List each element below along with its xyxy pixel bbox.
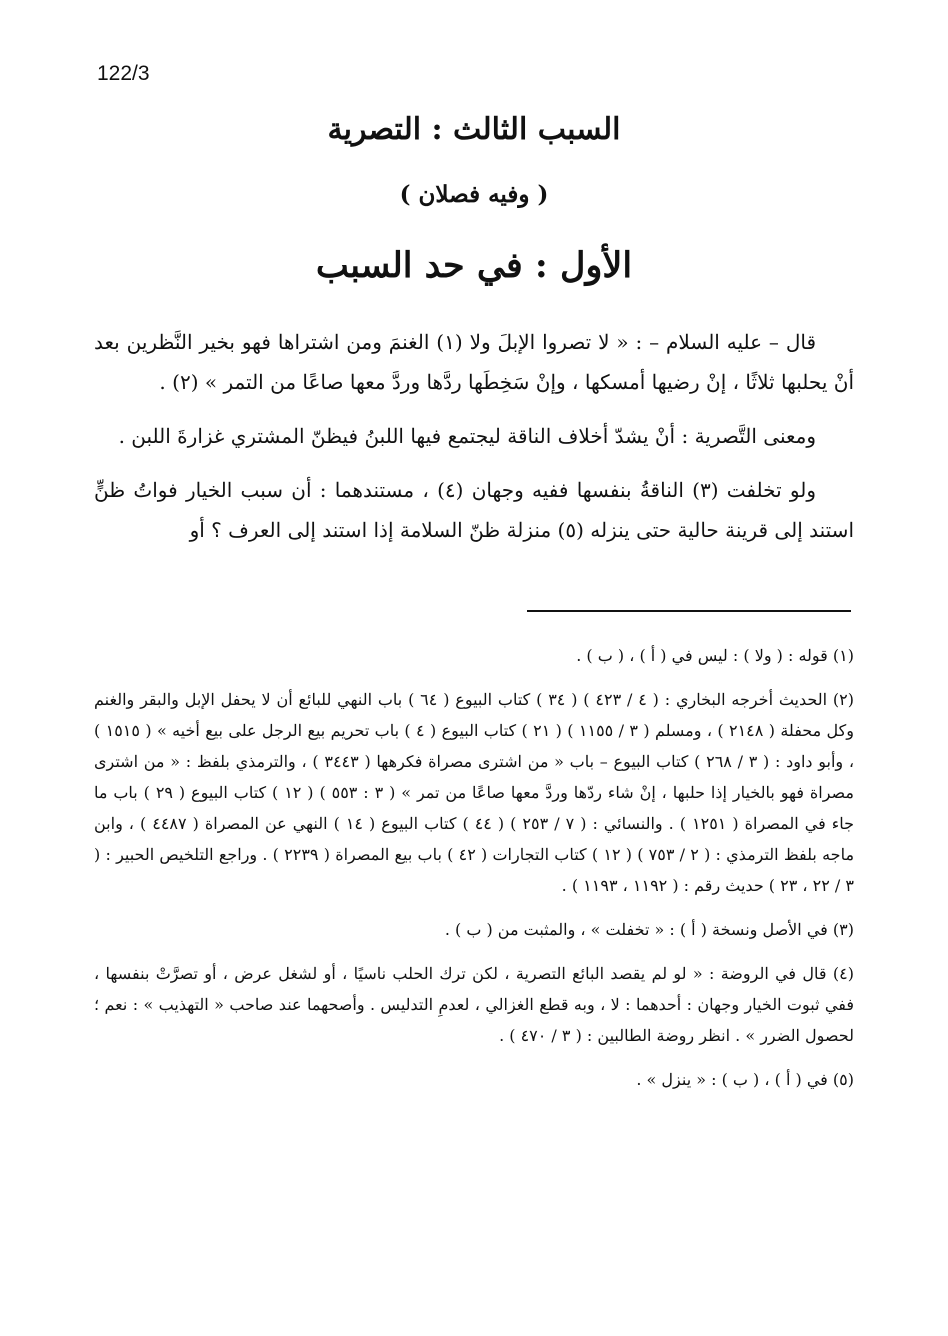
footnote-5 [94, 1064, 854, 1095]
main-text [94, 322, 854, 564]
paragraph-discussion: ولو تخلفت (٣) الناقةُ بنفسها ففيه وجهان (٤) ، مستندهما : أن سبب الخيار فواتُ ظنٍّ استند إلى قرينة حالية حتى ينزله (٥) منزلة ظنّ السلامة إذا استند إلى العرف ؟ أو [94, 478, 854, 542]
footnote-text: في الأصل ونسخة ( أ ) : « تخفلت » ، والمثبت من ( ب ) . [444, 920, 828, 939]
footnotes [94, 640, 854, 1108]
footnote-number: (١) [832, 646, 854, 665]
footnote-number: (٤) [832, 964, 854, 983]
footnote-number: (٣) [832, 920, 854, 939]
paragraph-definition: ومعنى التَّصرية : أنْ يشدّ أخلاف الناقة ليجتمع فيها اللبنُ فيظنّ المشتري غزارةَ اللبن . [118, 424, 816, 448]
section-title: الأول : في حد السبب [315, 245, 633, 286]
footnote-text: في ( أ ) ، ( ب ) : « ينزل » . [636, 1070, 828, 1089]
page-number: 122/3 [97, 62, 150, 85]
chapter-title: السبب الثالث : التصرية [327, 112, 621, 147]
paragraph-hadith: قال – عليه السلام – : « لا تصروا الإبلَ ولا (١) الغنمَ ومن اشتراها فهو بخير النَّظرين بعد أنْ يحلبها ثلاثًا ، إنْ رضيها أمسكها ، وإنْ سَخِطَها ردَّها وردَّ معها صاعًا من التمر » (٢) . [94, 330, 854, 394]
footnote-number: (٢) [832, 690, 854, 709]
footnote-3 [94, 914, 854, 945]
footnote-text: قوله : ( ولا ) : ليس في ( أ ) ، ( ب ) . [576, 646, 828, 665]
footnote-text: الحديث أخرجه البخاري : ( ٤ / ٤٢٣ ) ( ٣٤ ) كتاب البيوع ( ٦٤ ) باب النهي للبائع أن لا يحفل الإبل والبقر والغنم وكل محفلة ( ٢١٤٨ ) ، ومسلم ( ٣ / ١١٥٥ ) ( ٢١ ) كتاب البيوع ( ٤ ) باب تحريم بيع الرجل على بيع أخيه » ( ١٥١٥ ) ، وأبو داود : ( ٣ / ٢٦٨ ) كتاب البيوع – باب « من اشترى مصراة فكرهها ( ٣٤٤٣ ) ، والترمذي بلفظ : « من اشترى مصراة فهو بالخيار إذا حلبها ، إنْ شاء ردّها وردَّ معها صاعًا من تمر » ( ٣ : ٥٥٣ ) ( ١٢ ) كتاب البيوع ( ٢٩ ) باب ما جاء في المصراة ( ١٢٥١ ) . والنسائي : ( ٧ / ٢٥٣ ) ( ٤٤ ) كتاب البيوع ( ١٤ ) النهي عن المصراة ( ٤٤٨٧ ) ، وابن ماجه بلفظ الترمذي : ( ٢ / ٧٥٣ ) ( ١٢ ) كتاب التجارات ( ٤٢ ) باب بيع المصراة ( ٢٢٣٩ ) . وراجع التلخيص الحبير : ( ٣ / ٢٢ ، ٢٣ ) حديث رقم : ( ١١٩٢ ، ١١٩٣ ) . [94, 690, 855, 895]
footnote-number: (٥) [832, 1070, 854, 1089]
footnote-separator [527, 610, 851, 612]
footnote-2 [94, 684, 854, 901]
footnote-1 [94, 640, 854, 671]
footnote-text: قال في الروضة : « لو لم يقصد البائع التصرية ، لكن ترك الحلب ناسيًا ، أو لشغل عرض ، أو تصرَّتْ بنفسها ، ففي ثبوت الخيار وجهان : أحدهما : لا ، وبه قطع الغزالي ، لعدمِ التدليس . وأصحهما عند صاحب « التهذيب » : نعم ؛ لحصول الضرر » . انظر روضة الطالبين : ( ٣ / ٤٧٠ ) . [94, 964, 854, 1045]
footnote-4 [94, 958, 854, 1051]
chapter-subtitle: ( وفيه فصلان ) [399, 181, 549, 208]
